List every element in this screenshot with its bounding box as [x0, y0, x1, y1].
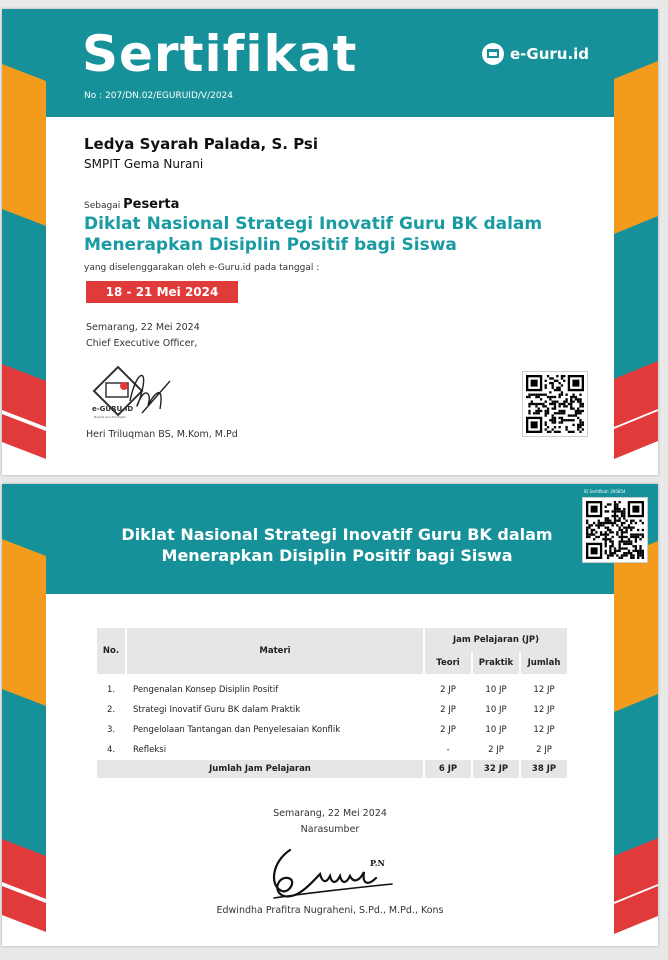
brand-logo: [482, 43, 589, 65]
row-praktik: 10 JP: [485, 685, 507, 695]
syllabus-title-line1: Diklat Nasional Strategi Inovatif Guru BK dalam: [121, 525, 553, 544]
row-number: 2.: [106, 705, 116, 715]
recipient-name: Ledya Syarah Palada, S. Psi: [84, 135, 318, 153]
row-jumlah: 12 JP: [533, 725, 555, 735]
syllabus-table: [95, 628, 569, 778]
date-badge: 18 - 21 Mei 2024: [86, 281, 238, 303]
row-number: 1.: [106, 685, 116, 695]
col-jp-group-header: Jam Pelajaran (JP): [425, 628, 567, 652]
table-row: [97, 680, 567, 700]
row-praktik: 10 JP: [485, 725, 507, 735]
col-materi-header: Materi: [127, 628, 423, 674]
signer-name: Heri Triluqman BS, M.Kom, M.Pd: [86, 429, 238, 440]
certificate-page: [2, 9, 658, 475]
total-row: [97, 760, 567, 778]
role-line: [84, 197, 179, 212]
book-icon: [482, 43, 504, 65]
signer-name: Edwindha Prafitra Nugraheni, S.Pd., M.Pd., Kons: [216, 905, 444, 916]
col-teori-header: Teori: [425, 652, 471, 674]
qr-code: [522, 371, 588, 437]
certificate-number: No : 207/DN.02/EGURUID/V/2024: [84, 91, 234, 101]
qr-caption: ID Sertifikat: 295854: [584, 489, 626, 494]
table-row: [97, 720, 567, 740]
table-row: [97, 700, 567, 720]
issue-place-date: Semarang, 22 Mei 2024: [86, 322, 200, 333]
company-stamp-signature: [90, 361, 174, 421]
row-teori: -: [446, 745, 450, 755]
total-jumlah: 38 JP: [521, 760, 567, 778]
row-materi: Refleksi: [133, 745, 167, 755]
row-materi: Strategi Inovatif Guru BK dalam Praktik: [133, 705, 301, 715]
total-praktik: 32 JP: [473, 760, 519, 778]
row-praktik: 2 JP: [488, 745, 504, 755]
left-decoration: [2, 484, 52, 946]
row-praktik: 10 JP: [485, 705, 507, 715]
speaker-signature: [264, 840, 398, 902]
qr-code: [582, 497, 648, 563]
course-title: [84, 214, 542, 256]
brand-name: e-Guru.id: [510, 45, 590, 63]
syllabus-title: [102, 524, 572, 566]
row-jumlah: 12 JP: [533, 705, 555, 715]
held-text: yang diselenggarakan oleh e-Guru.id pada tanggal :: [84, 263, 320, 273]
total-label: Jumlah Jam Pelajaran: [97, 760, 423, 778]
table-row: [97, 740, 567, 760]
row-jumlah: 12 JP: [533, 685, 555, 695]
row-jumlah: 2 JP: [536, 745, 552, 755]
row-number: 3.: [106, 725, 116, 735]
signer-role: Chief Executive Officer,: [86, 338, 198, 349]
row-number: 4.: [106, 745, 116, 755]
total-teori: 6 JP: [425, 760, 471, 778]
col-praktik-header: Praktik: [473, 652, 519, 674]
stamp-subtext: Menjadi Guru Era Digital: [94, 416, 126, 419]
signer-role: Narasumber: [300, 824, 360, 835]
recipient-school: SMPIT Gema Nurani: [84, 157, 204, 171]
syllabus-page: [2, 484, 658, 946]
role-value: Peserta: [123, 197, 180, 212]
signature-initials: P.N: [370, 858, 385, 868]
col-jumlah-header: Jumlah: [521, 652, 567, 674]
certificate-title: Sertifikat: [82, 25, 358, 83]
row-teori: 2 JP: [440, 705, 456, 715]
course-title-line2: Menerapkan Disiplin Positif bagi Siswa: [84, 235, 457, 255]
syllabus-title-line2: Menerapkan Disiplin Positif bagi Siswa: [161, 546, 513, 565]
right-decoration: [608, 9, 658, 475]
left-decoration: [2, 9, 52, 475]
row-teori: 2 JP: [440, 725, 456, 735]
course-title-line1: Diklat Nasional Strategi Inovatif Guru BK dalam: [84, 214, 543, 234]
role-prefix: Sebagai: [84, 201, 121, 211]
row-teori: 2 JP: [440, 685, 456, 695]
row-materi: Pengenalan Konsep Disiplin Positif: [133, 685, 279, 695]
col-no-header: No.: [97, 628, 125, 674]
issue-place-date: Semarang, 22 Mei 2024: [273, 808, 387, 819]
row-materi: Pengelolaan Tantangan dan Penyelesaian Konflik: [133, 725, 341, 735]
stamp-text: e-GURU.ID: [92, 405, 134, 413]
